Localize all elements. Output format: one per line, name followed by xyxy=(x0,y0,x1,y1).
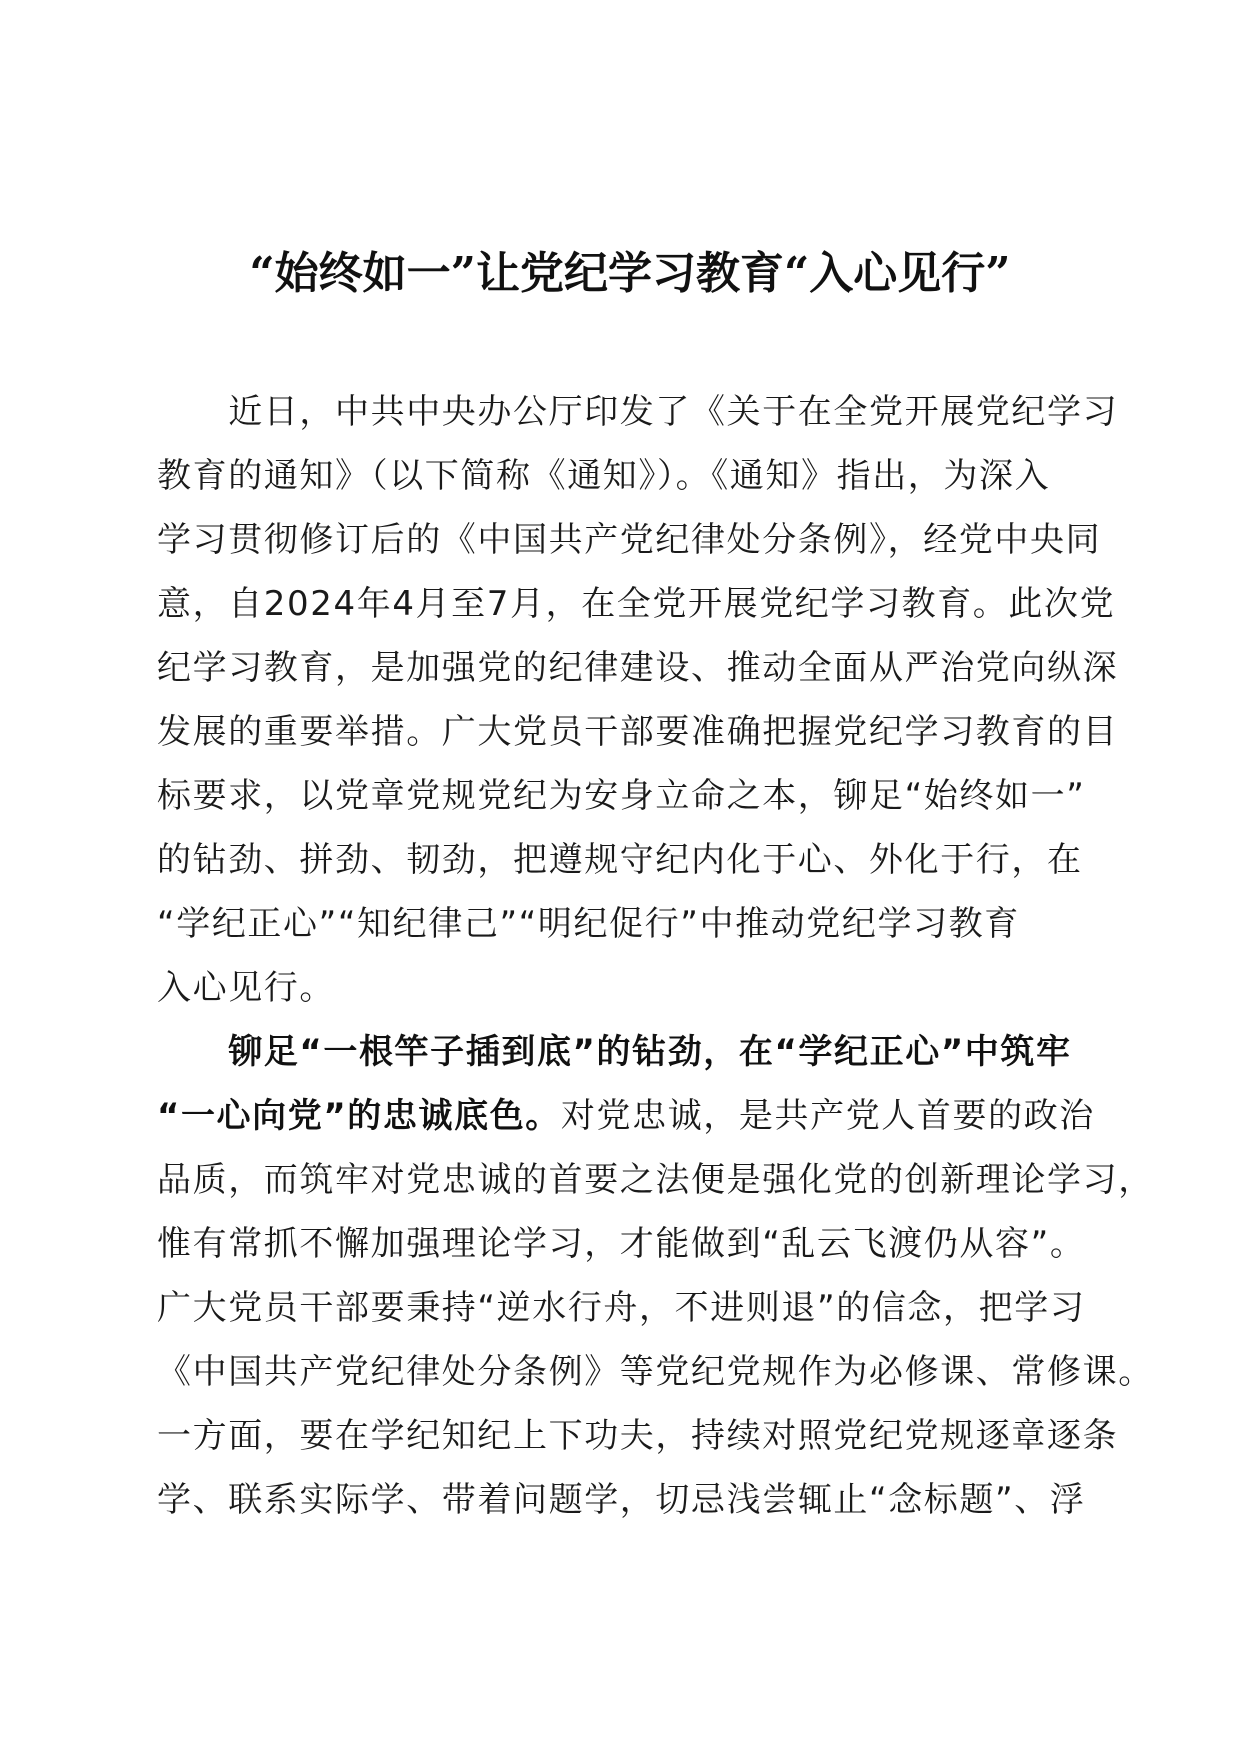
document-title: “始终如一”让党纪学习教育“入心见行” xyxy=(249,248,1011,299)
paragraph-1 xyxy=(157,380,1119,1020)
text-line: 入心见行。 xyxy=(157,968,335,1008)
paragraph-2 xyxy=(157,1020,1154,1532)
text-line: 意，自2024年4月至7月，在全党开展党纪学习教育。此次党 xyxy=(157,584,1116,624)
text-line: 《中国共产党纪律处分条例》等党纪党规作为必修课、常修课。 xyxy=(157,1352,1154,1392)
text-line: 教育的通知》（以下简称《通知》）。《通知》指出，为深入 xyxy=(157,456,1051,496)
text-line: 广大党员干部要秉持“逆水行舟，不进则退”的信念，把学习 xyxy=(157,1288,1086,1328)
section-heading-end: “一心向党”的忠诚底色。 xyxy=(157,1096,561,1136)
text-fragment: 对党忠诚，是共产党人首要的政治 xyxy=(560,1096,1095,1136)
text-line: 发展的重要举措。广大党员干部要准确把握党纪学习教育的目 xyxy=(157,712,1119,752)
document-body xyxy=(157,380,1154,1532)
text-line: 标要求，以党章党规党纪为安身立命之本，铆足“始终如一” xyxy=(157,776,1086,816)
text-line xyxy=(157,1084,1095,1148)
text-line: 品质，而筑牢对党忠诚的首要之法便是强化党的创新理论学习， xyxy=(157,1160,1154,1200)
section-heading-line: 铆足“一根竿子插到底”的钻劲，在“学纪正心”中筑牢 xyxy=(157,1032,1072,1072)
text-line: 学习贯彻修订后的《中国共产党纪律处分条例》，经党中央同 xyxy=(157,520,1102,560)
text-line: 纪学习教育，是加强党的纪律建设、推动全面从严治党向纵深 xyxy=(157,648,1119,688)
text-line: 一方面，要在学纪知纪上下功夫，持续对照党纪党规逐章逐条 xyxy=(157,1416,1119,1456)
text-line: “学纪正心”“知纪律己”“明纪促行”中推动党纪学习教育 xyxy=(157,904,1020,944)
text-line: 惟有常抓不懈加强理论学习，才能做到“乱云飞渡仍从容”。 xyxy=(157,1224,1086,1264)
text-line: 近日，中共中央办公厅印发了《关于在全党开展党纪学习 xyxy=(157,392,1119,432)
text-line: 的钻劲、拼劲、韧劲，把遵规守纪内化于心、外化于行，在 xyxy=(157,840,1083,880)
text-line: 学、联系实际学、带着问题学，切忌浅尝辄止“念标题”、浮 xyxy=(157,1480,1086,1520)
